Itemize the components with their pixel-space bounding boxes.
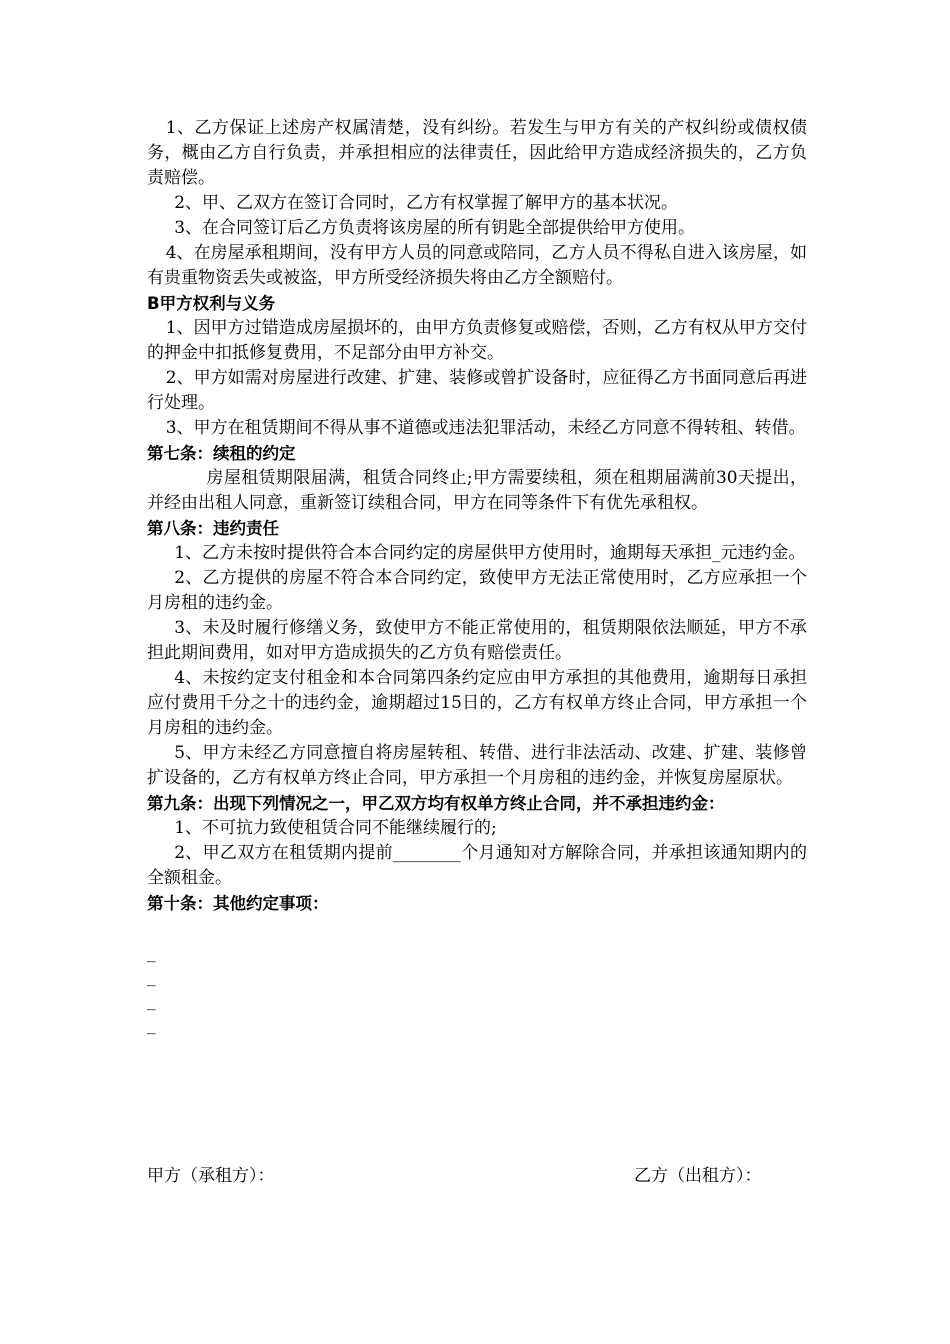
blank-fill-line: _ bbox=[147, 1015, 156, 1035]
blank-fill-line: _ bbox=[147, 991, 156, 1011]
blank-fill-line: _ bbox=[147, 943, 156, 963]
section-heading: B甲方权利与义务 bbox=[147, 294, 276, 313]
clause-paragraph: 3、在合同签订后乙方负责将该房屋的所有钥匙全部提供给甲方使用。 bbox=[174, 218, 696, 238]
clause-paragraph: 房屋租赁期限届满，租赁合同终止;甲方需要续租，须在租期届满前30天提出，并经由出租人同意，重新签订续租合同，甲方在同等条件下有优先承租权。 bbox=[147, 468, 807, 513]
section-heading: 第九条：出现下列情况之一，甲乙双方均有权单方终止合同，并不承担违约金： bbox=[147, 794, 725, 813]
section-heading: 第七条：续租的约定 bbox=[147, 444, 296, 463]
signature-block bbox=[147, 1163, 787, 1189]
section-heading: 第八条：违约责任 bbox=[147, 519, 279, 538]
spacer bbox=[147, 916, 807, 941]
clause-paragraph: 4、未按约定支付租金和本合同第四条约定应由甲方承担的其他费用，逾期每日承担应付费用千分之十的违约金，逾期超过15日的，乙方有权单方终止合同，甲方承担一个月房租的违约金。 bbox=[147, 668, 807, 738]
blank-fill-line: _ bbox=[147, 967, 156, 987]
contract-body bbox=[147, 116, 807, 1037]
party-a-signature-label: 甲方（承租方）： bbox=[147, 1166, 275, 1186]
clause-paragraph: 1、乙方未按时提供符合本合同约定的房屋供甲方使用时，逾期每天承担_元违约金。 bbox=[174, 543, 806, 563]
clause-paragraph: 5、甲方未经乙方同意擅自将房屋转租、转借、进行非法活动、改建、扩建、装修曾扩设备的，乙方有权单方终止合同，甲方承担一个月房租的违约金，并恢复房屋原状。 bbox=[147, 743, 807, 788]
clause-paragraph: 2、乙方提供的房屋不符合本合同约定，致使甲方无法正常使用时，乙方应承担一个月房租的违约金。 bbox=[147, 568, 807, 613]
party-b-signature-label: 乙方（出租方）： bbox=[634, 1166, 762, 1186]
clause-paragraph: 3、未及时履行修缮义务，致使甲方不能正常使用的，租赁期限依法顺延，甲方不承担此期间费用，如对甲方造成损失的乙方负有赔偿责任。 bbox=[147, 618, 807, 663]
clause-paragraph: 3、甲方在租赁期间不得从事不道德或违法犯罪活动，未经乙方同意不得转租、转借。 bbox=[165, 418, 806, 438]
clause-paragraph: 2、甲方如需对房屋进行改建、扩建、装修或曾扩设备时，应征得乙方书面同意后再进行处理。 bbox=[147, 368, 807, 413]
clause-paragraph: 1、不可抗力致使租赁合同不能继续履行的; bbox=[174, 818, 497, 838]
clause-paragraph: 1、乙方保证上述房产权属清楚，没有纠纷。若发生与甲方有关的产权纠纷或债权债务，概由乙方自行负责，并承担相应的法律责任，因此给甲方造成经济损失的，乙方负责赔偿。 bbox=[147, 118, 807, 188]
clause-paragraph: 2、甲、乙双方在签订合同时，乙方有权掌握了解甲方的基本状况。 bbox=[174, 193, 679, 213]
clause-paragraph: 2、甲乙双方在租赁期内提前________个月通知对方解除合同，并承担该通知期内的全额租金。 bbox=[147, 843, 807, 888]
clause-paragraph: 4、在房屋承租期间，没有甲方人员的同意或陪同，乙方人员不得私自进入该房屋，如有贵重物资丢失或被盗，甲方所受经济损失将由乙方全额赔付。 bbox=[147, 243, 807, 288]
clause-paragraph: 1、因甲方过错造成房屋损坏的，由甲方负责修复或赔偿，否则，乙方有权从甲方交付的押金中扣抵修复费用，不足部分由甲方补交。 bbox=[147, 318, 807, 363]
section-heading: 第十条：其他约定事项： bbox=[147, 894, 329, 913]
